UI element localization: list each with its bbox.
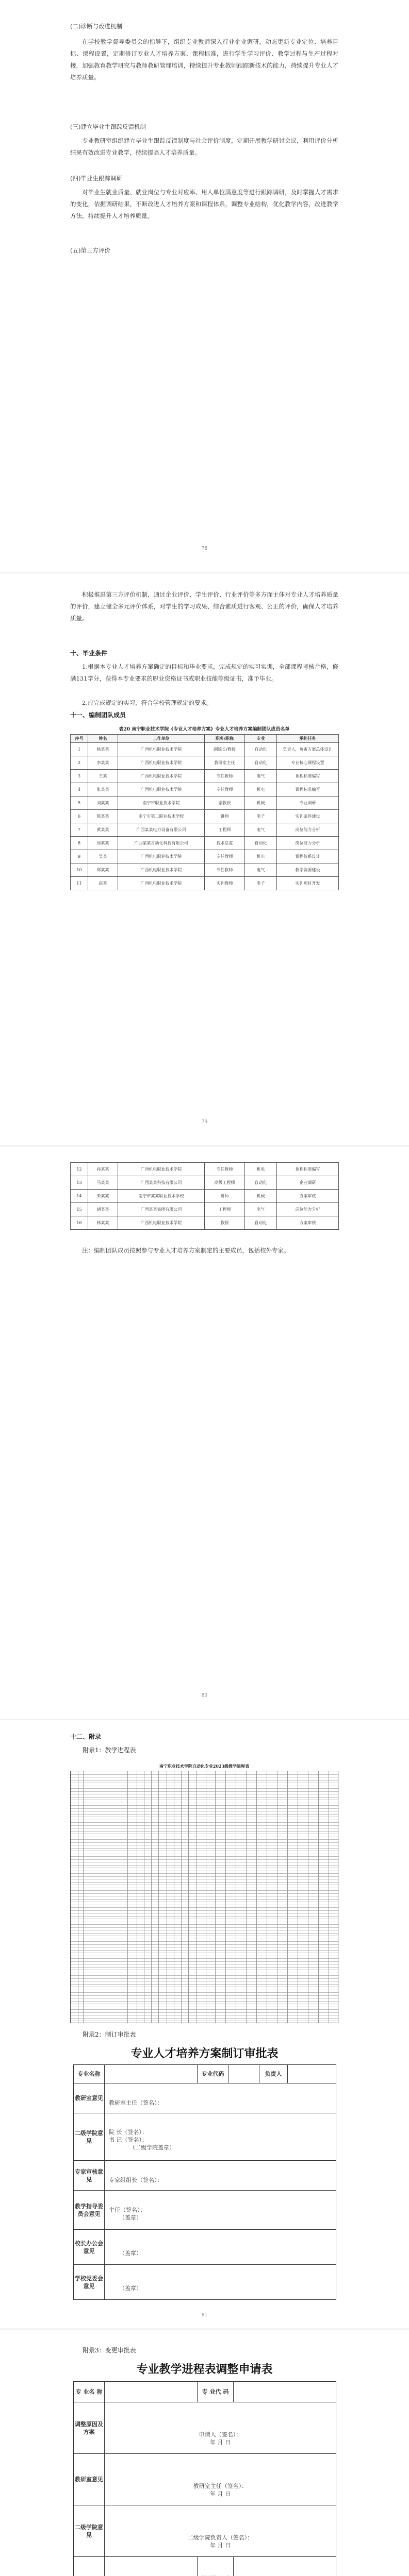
table-cell: 岗位能力分析 (277, 837, 339, 850)
table-cell: 机电 (245, 850, 277, 863)
schedule-row (71, 1876, 339, 1877)
approval-form (73, 2064, 336, 2300)
table-cell: 高级工程师 (205, 1176, 245, 1190)
schedule-column-line (246, 1771, 247, 2023)
schedule-row (71, 1984, 339, 1985)
schedule-row (71, 1893, 339, 1894)
schedule-row (71, 1958, 339, 1959)
schedule-row (71, 1882, 339, 1883)
table-cell: 2 (71, 756, 88, 770)
table-row (71, 770, 339, 783)
table-cell: 自动化 (245, 837, 277, 850)
schedule-row (71, 1975, 339, 1976)
page-1 (0, 0, 409, 572)
page-number: 78 (201, 546, 208, 551)
label-code: 专 业代 码 (198, 2382, 234, 2402)
section-heading-team: 十一、编制团队成员 (70, 711, 126, 719)
table-cell: 广西机电职业技术学院 (118, 756, 205, 770)
appendix-3-label: 附录3：变更审批表 (83, 2347, 136, 2354)
table-cell: 广西某某科技有限公司 (118, 1176, 205, 1190)
page-number: 81 (201, 2313, 208, 2318)
schedule-column-line (151, 1771, 152, 2023)
schedule-row (71, 1916, 339, 1917)
page-2 (0, 573, 409, 1145)
schedule-row (71, 1780, 339, 1781)
table-cell: 黄某某 (88, 823, 118, 837)
table-cell: 专业核心课程设置 (277, 756, 339, 770)
table-cell: 工程师 (205, 1203, 245, 1216)
schedule-row (71, 1961, 339, 1962)
paragraph: 专业教研室组织建立毕业生跟踪反馈制度与社会评价制度，定期开展教学研讨会议，利用评价分析结果有效改进专业教学，持续提高人才培养质量。 (70, 137, 338, 156)
college-sign-dean: 院 长（签名）： (109, 2129, 148, 2136)
table-row (71, 756, 339, 770)
schedule-row (71, 1873, 339, 1874)
schedule-row (71, 1814, 339, 1815)
table-cell: 电气 (245, 1203, 277, 1216)
table-cell: 岗位能力分析 (277, 823, 339, 837)
table-cell: 14 (71, 1190, 88, 1203)
schedule-row (71, 1808, 339, 1809)
label-dept-opinion: 教研室意见 (74, 2083, 105, 2113)
table-cell: 南宁市某某职业技术学校 (118, 1190, 205, 1203)
approval-form-title: 专业人才培养方案制订审批表 (130, 2047, 279, 2060)
label-reason: 调整原因及方案 (74, 2402, 105, 2454)
table-cell: 孙某某 (88, 1163, 118, 1176)
schedule-row (71, 1899, 339, 1900)
schedule-row (71, 1907, 339, 1908)
schedule-row (71, 1859, 339, 1860)
label-academic-opinion: 教学指导委员会意见 (74, 2191, 105, 2230)
table-cell: 讲师 (205, 1190, 245, 1203)
label-school-opinion: 校长办公会意见 (74, 2230, 105, 2265)
table-cell: 课程标准编写 (277, 783, 339, 796)
schedule-row (71, 1992, 339, 1993)
major-value[interactable] (105, 2065, 198, 2083)
teaching-schedule-table (70, 1771, 338, 2023)
page-number: 79 (201, 1120, 208, 1125)
heading-third-party: (五)第三方评价 (70, 247, 110, 254)
applicant-date: 年 月 日 (210, 2438, 231, 2446)
college-sign: 二级学院负责人（签名）： (187, 2534, 253, 2541)
heading-tracking: (四)毕业生跟踪调研 (70, 175, 122, 182)
schedule-row (71, 1941, 339, 1942)
schedule-column-line (181, 1771, 182, 2023)
schedule-column-line (287, 1771, 288, 2023)
table-header-cell: 专业 (245, 735, 277, 743)
schedule-row (71, 1788, 339, 1789)
schedule-row (71, 1924, 339, 1925)
paragraph: 1.根据本专业人才培养方案确定的目标和毕业要求，完成规定的实习实训，全部课程考核合格，修满131学分，获得本专业要求的职业资格证书或职业技能等级证书，准予毕业。 (70, 663, 338, 682)
label-expert-opinion: 专家审核意见 (74, 2161, 105, 2191)
expert-sign: 专家组组长（签名）： (109, 2177, 163, 2183)
table-cell: 马某某 (88, 1176, 118, 1190)
reason-field[interactable] (105, 2402, 336, 2454)
table-cell: 方案审核 (277, 1216, 339, 1230)
table-cell: 胡某某 (88, 1203, 118, 1216)
table-row (71, 1163, 339, 1176)
schedule-row (71, 2009, 339, 2010)
table-cell: 3 (71, 770, 88, 783)
academic-opinion-field[interactable] (105, 2191, 336, 2230)
leader-value[interactable] (288, 2065, 336, 2083)
label-party-opinion: 学校党委会意见 (74, 2265, 105, 2300)
table-cell: 朱某某 (88, 1190, 118, 1203)
table-cell: 杨某某 (88, 743, 118, 756)
table-cell: 自动化 (245, 743, 277, 756)
schedule-column-line (158, 1771, 159, 2023)
table-cell: 自动化 (245, 1176, 277, 1190)
table-row (71, 837, 339, 850)
table-cell: 电子 (245, 877, 277, 890)
schedule-row (71, 1927, 339, 1928)
section-heading-appendix: 十二、附录 (70, 1733, 102, 1740)
label-major: 专业名称 (74, 2065, 105, 2083)
college-opinion-field[interactable] (105, 2113, 336, 2161)
table-cell: 广西机电职业技术学院 (118, 743, 205, 756)
table-cell: 广西机电职业技术学院 (118, 1216, 205, 1230)
schedule-row (71, 1822, 339, 1823)
paragraph: 在学校教学督导委员会的指导下，组织专业教师深入行业企业调研，动态更新专业定位、培养目标、课程设置，定期修订专业人才培养方案、课程标准，进行学生学习评价、教学过程与生产过程对接，加强教育教学研究与教师教研管理培训，持续提升专业教师跟踪新技术的能力，持续提升专业人才培养质量。 (70, 38, 338, 81)
table-cell: 5 (71, 796, 88, 810)
table-cell: 赵某 (88, 877, 118, 890)
table-cell: 刘某某 (88, 796, 118, 810)
table-cell: 讲师 (205, 810, 245, 823)
schedule-row (71, 2018, 339, 2019)
table-cell: 广西机电职业技术学院 (118, 783, 205, 796)
table-cell: 16 (71, 1216, 88, 1230)
schedule-row (71, 1842, 339, 1843)
table-cell: 广西机电职业技术学院 (118, 863, 205, 877)
schedule-row (71, 1839, 339, 1840)
college-date: 年 月 日 (210, 2541, 231, 2549)
table-cell: 专任教师 (205, 1163, 245, 1176)
schedule-column-line (256, 1771, 257, 2023)
table-cell: 副教授 (205, 796, 245, 810)
table-row (71, 796, 339, 810)
page-number: 80 (201, 1693, 208, 1698)
schedule-row (71, 1856, 339, 1857)
schedule-row (71, 1967, 339, 1968)
table-cell: 林某某 (88, 1216, 118, 1230)
academic-sign: 主任（签名）： (109, 2206, 146, 2213)
table-cell: 专任教师 (205, 783, 245, 796)
table-header-cell: 承担任务 (277, 735, 339, 743)
table-cell: 机电 (245, 1163, 277, 1176)
table-cell: 课程标准编写 (277, 1163, 339, 1176)
table-row (71, 1216, 339, 1230)
table-cell: 机械 (245, 796, 277, 810)
table-cell: 广西机电职业技术学院 (118, 770, 205, 783)
schedule-row (71, 1797, 339, 1798)
label-dept: 教研室意见 (74, 2454, 105, 2505)
table-cell: 电气 (245, 770, 277, 783)
schedule-row (71, 1944, 339, 1945)
table-row (71, 1203, 339, 1216)
table-cell: 机电 (245, 783, 277, 796)
table-header-cell: 工作单位 (118, 735, 205, 743)
major-value[interactable] (105, 2382, 198, 2402)
appendix-2-label: 附录2：制订审批表 (83, 2031, 136, 2038)
dept-opinion-field[interactable] (105, 2083, 336, 2113)
change-form (73, 2381, 336, 2576)
table-cell: 工程师 (205, 823, 245, 837)
table-cell: 实训教师 (205, 877, 245, 890)
expert-opinion-field[interactable] (105, 2161, 336, 2191)
table-cell: 广西某某集团有限公司 (118, 1203, 205, 1216)
schedule-column-line (127, 1771, 128, 2023)
table-header-cell: 职务/职称 (205, 735, 245, 743)
schedule-row (71, 1848, 339, 1849)
college-field[interactable] (105, 2505, 336, 2557)
schedule-row (71, 2001, 339, 2002)
label-academic-affairs (74, 2557, 105, 2576)
table-row (71, 823, 339, 837)
table-row (71, 877, 339, 890)
table-cell: 方案审核 (277, 1190, 339, 1203)
table-cell: 广西某某电力设备有限公司 (118, 823, 205, 837)
schedule-row (71, 1805, 339, 1806)
schedule-column-line (225, 1771, 226, 2023)
college-seal: （二级学院盖章） (129, 2144, 175, 2151)
table-cell: 教授 (205, 1216, 245, 1230)
label-college-opinion: 二级学院意见 (74, 2113, 105, 2161)
table-row (71, 850, 339, 863)
committee-field[interactable] (234, 2557, 336, 2576)
table-cell: 广西机电职业技术学院 (118, 850, 205, 863)
table-cell: 12 (71, 1163, 88, 1176)
applicant-sign: 申请人（签名）： (199, 2431, 242, 2438)
table-cell: 陈某某 (88, 810, 118, 823)
heading-feedback: (三)建立毕业生跟踪反馈机制 (70, 123, 146, 130)
table-row (71, 743, 339, 756)
table-header-cell: 序号 (71, 735, 88, 743)
paragraph: 积极推进第三方评价机制，通过企业评价、学生评价、行业评价等多方面主体对专业人才培养质量的评价，建立健全多元评价体系，对学生的学习成果、综合素质进行客观、公正的评价，确保人才培养质量。 (70, 591, 338, 622)
page-4 (0, 1720, 409, 2328)
table-cell: 4 (71, 783, 88, 796)
table-cell: 专任教师 (205, 770, 245, 783)
table-cell: 自动化 (245, 1216, 277, 1230)
schedule-column-line (318, 1771, 319, 2023)
schedule-row (71, 1865, 339, 1866)
table-cell: 机械 (245, 1190, 277, 1203)
table-header-cell: 姓名 (88, 735, 118, 743)
table-cell: 实训项目开发 (277, 877, 339, 890)
label-teaching-committee (198, 2557, 234, 2576)
table-cell: 课程标准编写 (277, 770, 339, 783)
dept-date: 年 月 日 (210, 2490, 231, 2497)
table-cell: 9 (71, 850, 88, 863)
table-cell: 课程体系设计 (277, 850, 339, 863)
table-cell: 教研室主任 (205, 756, 245, 770)
code-value[interactable] (234, 2382, 336, 2402)
table-cell: 广西某某自动化科技有限公司 (118, 837, 205, 850)
table-cell: 实训条件建设 (277, 810, 339, 823)
label-major: 专 业名 称 (74, 2382, 105, 2402)
section-heading-graduation: 十、毕业条件 (70, 650, 108, 657)
schedule-row (71, 1774, 339, 1775)
table-cell: 张某某 (88, 783, 118, 796)
page-3 (0, 1147, 409, 1719)
table-row (71, 1190, 339, 1203)
team-table-continued (70, 1162, 339, 1230)
table-cell: 郑某某 (88, 863, 118, 877)
dept-field[interactable] (105, 2454, 336, 2505)
academic-seal: （盖章） (119, 2214, 142, 2221)
page-5 (0, 2330, 409, 2576)
schedule-row (71, 1950, 339, 1951)
team-table (70, 734, 339, 890)
label-college: 二级学院意见 (74, 2505, 105, 2557)
affairs-field[interactable] (105, 2557, 198, 2576)
schedule-title: 南宁职业技术学院自动化专业2023级教学进程表 (159, 1764, 250, 1769)
table-cell: 副院长/教授 (205, 743, 245, 756)
table-row (71, 783, 339, 796)
table-cell: 专任教师 (205, 863, 245, 877)
table-cell: 电气 (245, 823, 277, 837)
table-cell: 1 (71, 743, 88, 756)
table-cell: 8 (71, 837, 88, 850)
heading-diagnosis: (二)诊断与改进机制 (70, 23, 122, 30)
schedule-row (71, 1978, 339, 1979)
table-cell: 6 (71, 810, 88, 823)
table-cell: 吴某 (88, 850, 118, 863)
schedule-row (71, 1825, 339, 1826)
college-sign-secretary: 书 记（签名）： (109, 2137, 148, 2143)
table-cell: 专任教师 (205, 850, 245, 863)
table-cell: 15 (71, 1203, 88, 1216)
schedule-row (71, 1831, 339, 1832)
table-cell: 企业调研 (277, 1176, 339, 1190)
table-cell: 李某某 (88, 756, 118, 770)
schedule-row (71, 2012, 339, 2013)
table-cell: 电子 (245, 810, 277, 823)
table-cell: 专业调研 (277, 796, 339, 810)
table-cell: 教学资源建设 (277, 863, 339, 877)
table-cell: 岗位能力分析 (277, 1203, 339, 1216)
school-seal: （盖章） (119, 2250, 142, 2257)
paragraph: 对毕业生就业质量、就业岗位与专业对应率、用人单位满意度等进行跟踪调研，及时掌握人才需求的变化，依据调研结果，不断改进人才培养方案和课程体系，调整专业结构，优化教学内容，改进教学方法，持续提升人才培养质量。 (70, 189, 338, 219)
table-cell: 周某某 (88, 837, 118, 850)
party-seal: （盖章） (119, 2285, 142, 2292)
change-form-title: 专业教学进程表调整申请表 (136, 2363, 273, 2376)
appendix-1-label: 附录1：教学进程表 (83, 1747, 136, 1754)
schedule-column-line (215, 1771, 216, 2023)
table-cell: 广西机电职业技术学院 (118, 1163, 205, 1176)
dept-sign: 教研室主任（签名）： (109, 2099, 163, 2106)
schedule-row (71, 1890, 339, 1891)
dept-sign: 教研室主任（签名）： (193, 2482, 248, 2489)
schedule-column-line (83, 1771, 84, 2023)
table-cell: 南宁市第二职业技术学校 (118, 810, 205, 823)
table-cell: 电气 (245, 863, 277, 877)
schedule-column-line (188, 1771, 189, 2023)
schedule-row (71, 1791, 339, 1792)
schedule-row (71, 1910, 339, 1911)
table-row (71, 1176, 339, 1190)
code-value[interactable] (228, 2065, 259, 2083)
label-leader: 负责人 (259, 2065, 288, 2083)
schedule-row (71, 1933, 339, 1934)
table-row (71, 863, 339, 877)
table-cell: 南宁市职业技术学院 (118, 796, 205, 810)
table-cell: 7 (71, 823, 88, 837)
table-cell: 10 (71, 863, 88, 877)
table-cell: 王某 (88, 770, 118, 783)
table-cell: 自动化 (245, 756, 277, 770)
label-code: 专业代码 (198, 2065, 228, 2083)
table-row (71, 810, 339, 823)
school-opinion-field[interactable] (105, 2230, 336, 2265)
team-note: 注：编制团队成员按照参与专业人才培养方案制定的主要成员，包括校外专家。 (82, 1247, 290, 1254)
table-cell: 广西机电职业技术学院 (118, 877, 205, 890)
table-cell: 负责人，负责方案总体设计 (277, 743, 339, 756)
paragraph: 2.应完成规定的实习，符合学校管理规定的要求。 (82, 699, 212, 706)
table-cell: 技术总监 (205, 837, 245, 850)
table-cell: 11 (71, 877, 88, 890)
table-caption: 表20 南宁职业技术学院《专业人才培养方案》专业人才培养方案编制团队成员名单 (119, 727, 290, 732)
schedule-row (71, 1995, 339, 1996)
party-opinion-field[interactable] (105, 2265, 336, 2300)
table-cell: 13 (71, 1176, 88, 1190)
